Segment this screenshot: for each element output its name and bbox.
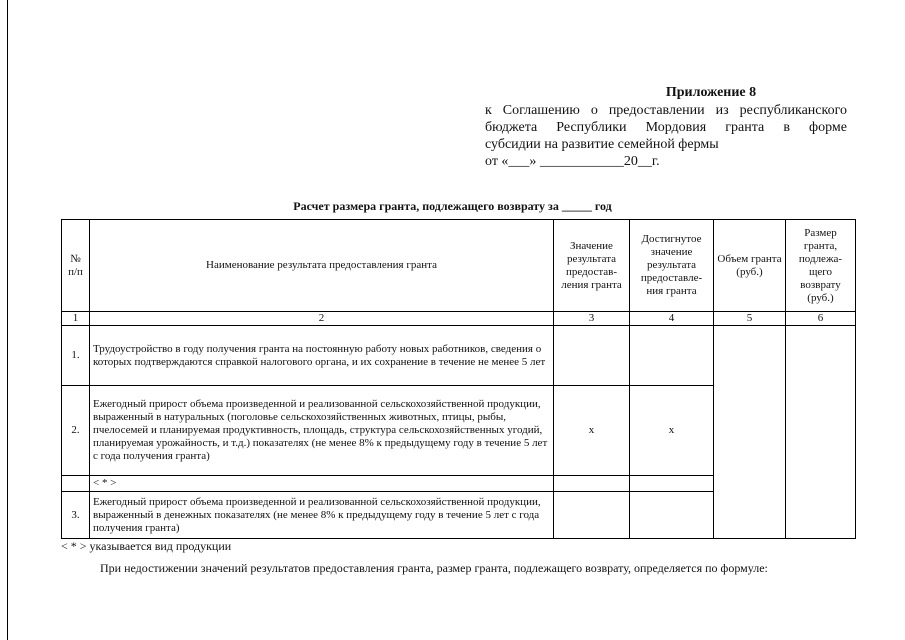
- grant-refund-table: [61, 219, 856, 539]
- table-title: Расчет размера гранта, подлежащего возврату за _____ год: [293, 199, 612, 213]
- row-result-name: Трудоустройство в году получения гранта на постоянную работу новых работников, сведения о которых подтверждаются справкой налогового органа, и их сохранение в течение не менее 5 лет: [90, 326, 554, 386]
- header-refund-amount: Размер гранта, подлежа-щего возврату (руб.): [786, 220, 856, 312]
- appendix-line-3: субсидии на развитие семейной фермы: [485, 137, 719, 152]
- grant-amount-cell: [714, 326, 786, 539]
- col-number-3: 3: [554, 312, 630, 326]
- table-row: [62, 326, 856, 386]
- row-product-placeholder: < * >: [90, 476, 554, 492]
- row-achieved-value: [630, 476, 714, 492]
- row-number: [62, 476, 90, 492]
- appendix-line-1: к Соглашению о предоставлении из республиканского: [485, 103, 847, 118]
- row-number: 1.: [62, 326, 90, 386]
- header-result-name: Наименование результата предоставления гранта: [90, 220, 554, 312]
- row-result-value: [554, 326, 630, 386]
- row-number: 2.: [62, 386, 90, 476]
- appendix-line-2: бюджета Республики Мордовия гранта в форме: [485, 120, 847, 135]
- header-grant-amount: Объем гранта (руб.): [714, 220, 786, 312]
- header-number: № п/п: [62, 220, 90, 312]
- header-achieved-value: Достигнутое значение результата предоставле-ния гранта: [630, 220, 714, 312]
- row-result-value: [554, 476, 630, 492]
- col-number-4: 4: [630, 312, 714, 326]
- row-number: 3.: [62, 492, 90, 539]
- row-achieved-value: [630, 492, 714, 539]
- appendix-title: Приложение 8: [665, 85, 757, 100]
- appendix-date: от «___» ____________20__г.: [485, 154, 660, 169]
- row-result-name: Ежегодный прирост объема произведенной и реализованной сельскохозяйственной продукции, выраженный в натуральных (поголовье сельскохозяйственных животных, птицы, рыбы, пчелосемей и планируемая продуктивность, площадь, структура сельскохозяйственных угодий, планируемая урожайность, и т.д.) показателях (не менее 8% к предыдущему году в течение 5 лет с года получения гранта): [90, 386, 554, 476]
- col-number-5: 5: [714, 312, 786, 326]
- col-number-1: 1: [62, 312, 90, 326]
- header-result-value: Значение результата предостав-ления гранта: [554, 220, 630, 312]
- col-number-6: 6: [786, 312, 856, 326]
- page-margin-line: [7, 0, 8, 640]
- row-achieved-value: x: [630, 386, 714, 476]
- row-achieved-value: [630, 326, 714, 386]
- col-number-2: 2: [90, 312, 554, 326]
- appendix-header: [485, 84, 847, 170]
- refund-amount-cell: [786, 326, 856, 539]
- footnote: < * > указывается вид продукции: [61, 539, 232, 553]
- row-result-value: x: [554, 386, 630, 476]
- row-result-value: [554, 492, 630, 539]
- row-result-name: Ежегодный прирост объема произведенной и реализованной сельскохозяйственной продукции, выраженный в денежных показателях (не менее 8% к предыдущему году в течение 5 лет с года получения гранта): [90, 492, 554, 539]
- formula-intro: При недостижении значений результатов предоставления гранта, размер гранта, подлежащего возврату, определяется по формуле:: [100, 561, 768, 575]
